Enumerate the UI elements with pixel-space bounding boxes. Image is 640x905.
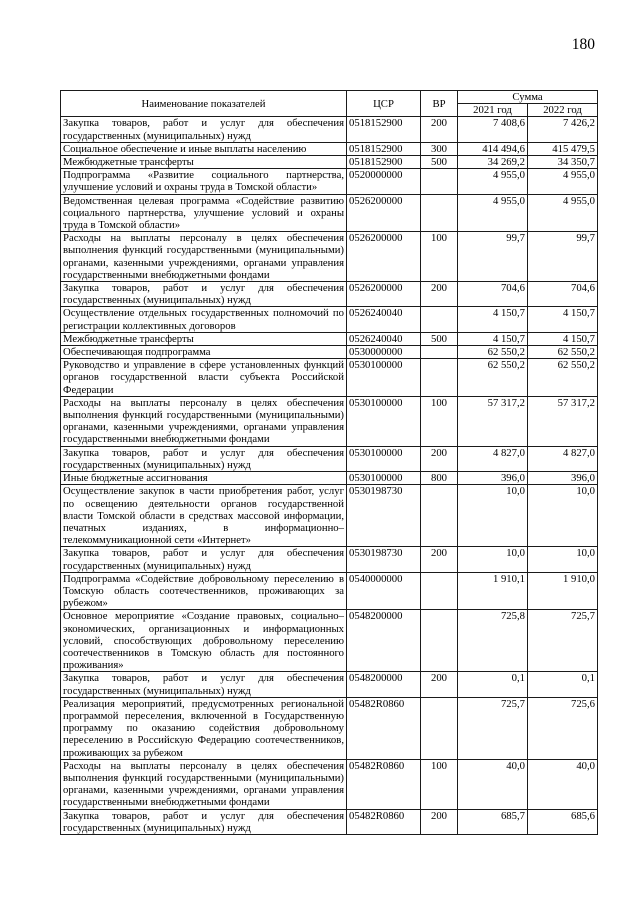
row-sum-2022-cell: 725,6 — [528, 697, 598, 759]
table-row — [61, 332, 598, 345]
row-sum-2021-cell: 4 150,7 — [458, 332, 528, 345]
row-vr-cell: 100 — [421, 232, 458, 282]
row-name-line: Подпрограмма «Развитие социального партнерства, — [63, 169, 344, 182]
row-csr-cell: 0530198730 — [347, 485, 421, 547]
row-name-line: выполнения функций государственными (муниципальными) — [63, 771, 344, 784]
table-row — [61, 346, 598, 359]
row-csr-cell: 0518152900 — [347, 142, 421, 155]
row-csr-cell: 0526200000 — [347, 194, 421, 232]
row-name-line: государственных (муниципальных) нужд — [63, 684, 251, 697]
table-row — [61, 282, 598, 307]
row-csr-cell: 05482R0860 — [347, 697, 421, 759]
row-name-line: Федерации — [63, 383, 114, 396]
row-csr-cell: 0526200000 — [347, 232, 421, 282]
row-name-line: власти Томской области в средствах массовой информации, — [63, 509, 344, 522]
row-sum-2021-cell: 704,6 — [458, 282, 528, 307]
row-name-line: Обеспечивающая подпрограмма — [63, 346, 211, 359]
header-vr: ВР — [421, 91, 458, 117]
row-sum-2022-cell: 34 350,7 — [528, 156, 598, 169]
row-sum-2021-cell: 4 150,7 — [458, 307, 528, 332]
row-csr-cell: 0518152900 — [347, 156, 421, 169]
row-name-line: проживания» — [63, 659, 124, 672]
row-name-line: государственными внебюджетными фондами — [63, 796, 270, 809]
row-name-line: Межбюджетные трансферты — [63, 332, 194, 345]
header-name: Наименование показателей — [61, 91, 347, 117]
table-row — [61, 485, 598, 547]
table-row — [61, 809, 598, 834]
table-header — [61, 91, 598, 117]
row-sum-2022-cell: 40,0 — [528, 759, 598, 809]
row-name-line: Реализация мероприятий, предусмотренных региональной — [63, 697, 344, 710]
row-name-cell — [61, 485, 347, 547]
row-sum-2021-cell: 62 550,2 — [458, 346, 528, 359]
row-sum-2022-cell: 685,6 — [528, 809, 598, 834]
row-vr-cell — [421, 485, 458, 547]
row-name-line: Закупка товаров, работ и услуг для обеспечения — [63, 117, 344, 130]
row-sum-2021-cell: 725,8 — [458, 610, 528, 672]
row-vr-cell: 100 — [421, 759, 458, 809]
row-csr-cell: 0530100000 — [347, 446, 421, 471]
table-row — [61, 697, 598, 759]
row-name-cell — [61, 547, 347, 572]
row-sum-2021-cell: 10,0 — [458, 547, 528, 572]
table-row — [61, 396, 598, 446]
row-vr-cell: 500 — [421, 156, 458, 169]
table-body — [61, 117, 598, 835]
row-name-line: выполнения функций государственными (муниципальными) — [63, 244, 344, 257]
row-sum-2022-cell: 7 426,2 — [528, 117, 598, 142]
row-sum-2022-cell: 62 550,2 — [528, 346, 598, 359]
row-vr-cell — [421, 346, 458, 359]
row-vr-cell — [421, 169, 458, 194]
row-name-line: государственных (муниципальных) нужд — [63, 294, 251, 307]
row-csr-cell: 0526240040 — [347, 332, 421, 345]
table-row — [61, 232, 598, 282]
row-name-line: Осуществление закупок в части приобретения работ, услуг — [63, 485, 344, 498]
row-sum-2022-cell: 0,1 — [528, 672, 598, 697]
table-row — [61, 142, 598, 155]
row-sum-2021-cell: 396,0 — [458, 472, 528, 485]
row-name-cell — [61, 232, 347, 282]
table-row — [61, 194, 598, 232]
row-name-cell — [61, 156, 347, 169]
row-name-cell — [61, 572, 347, 610]
row-csr-cell: 0530000000 — [347, 346, 421, 359]
row-sum-2022-cell: 4 150,7 — [528, 307, 598, 332]
row-name-cell — [61, 672, 347, 697]
row-name-line: Расходы на выплаты персоналу в целях обеспечения — [63, 396, 344, 409]
row-name-cell — [61, 117, 347, 142]
row-name-line: Закупка товаров, работ и услуг для обеспечения — [63, 809, 344, 822]
row-csr-cell: 0526240040 — [347, 307, 421, 332]
table-row — [61, 610, 598, 672]
row-name-line: улучшение условий и охраны труда в Томской области» — [63, 181, 318, 194]
row-csr-cell: 0548200000 — [347, 672, 421, 697]
row-name-cell — [61, 697, 347, 759]
row-sum-2022-cell: 415 479,5 — [528, 142, 598, 155]
row-sum-2022-cell: 57 317,2 — [528, 396, 598, 446]
row-csr-cell: 0526200000 — [347, 282, 421, 307]
row-csr-cell: 0518152900 — [347, 117, 421, 142]
row-name-cell — [61, 759, 347, 809]
row-name-line: регистрации коллективных договоров — [63, 319, 236, 332]
row-vr-cell: 200 — [421, 547, 458, 572]
row-vr-cell: 800 — [421, 472, 458, 485]
row-sum-2021-cell: 7 408,6 — [458, 117, 528, 142]
row-vr-cell: 500 — [421, 332, 458, 345]
row-vr-cell — [421, 307, 458, 332]
row-csr-cell: 0530100000 — [347, 396, 421, 446]
row-sum-2021-cell: 99,7 — [458, 232, 528, 282]
header-year-2021: 2021 год — [458, 104, 528, 117]
row-name-line: Ведомственная целевая программа «Содействие развитию — [63, 194, 344, 207]
table-row — [61, 307, 598, 332]
row-sum-2022-cell: 4 150,7 — [528, 332, 598, 345]
table-row — [61, 446, 598, 471]
row-name-cell — [61, 307, 347, 332]
row-name-cell — [61, 396, 347, 446]
row-name-cell — [61, 809, 347, 834]
row-sum-2021-cell: 0,1 — [458, 672, 528, 697]
row-sum-2021-cell: 57 317,2 — [458, 396, 528, 446]
header-year-2022: 2022 год — [528, 104, 598, 117]
row-name-line: Осуществление отдельных государственных полномочий по — [63, 307, 344, 320]
row-name-line: государственных (муниципальных) нужд — [63, 559, 251, 572]
row-vr-cell — [421, 697, 458, 759]
header-row — [61, 91, 598, 104]
row-csr-cell: 0548200000 — [347, 610, 421, 672]
row-csr-cell: 0530198730 — [347, 547, 421, 572]
row-name-line: переселению в Российскую Федерацию соотечественников, — [63, 734, 344, 747]
row-csr-cell: 05482R0860 — [347, 809, 421, 834]
row-name-line: программой переселения, включенной в Государственную — [63, 709, 344, 722]
row-vr-cell — [421, 572, 458, 610]
row-name-line: государственных (муниципальных) нужд — [63, 458, 251, 471]
row-csr-cell: 0530100000 — [347, 359, 421, 397]
row-name-line: Межбюджетные трансферты — [63, 156, 194, 169]
row-vr-cell — [421, 359, 458, 397]
row-sum-2022-cell: 1 910,0 — [528, 572, 598, 610]
row-name-line: Иные бюджетные ассигнования — [63, 472, 208, 485]
row-sum-2022-cell: 4 955,0 — [528, 169, 598, 194]
row-name-line: Руководство и управление в сфере установленных функций — [63, 359, 344, 372]
row-name-line: государственных (муниципальных) нужд — [63, 821, 251, 834]
row-name-line: Подпрограмма «Содействие добровольному переселению в — [63, 572, 344, 585]
row-name-line: Закупка товаров, работ и услуг для обеспечения — [63, 672, 344, 685]
row-sum-2022-cell: 62 550,2 — [528, 359, 598, 397]
table-row — [61, 156, 598, 169]
row-vr-cell: 200 — [421, 446, 458, 471]
row-name-cell — [61, 446, 347, 471]
row-name-cell — [61, 359, 347, 397]
row-sum-2021-cell: 4 955,0 — [458, 169, 528, 194]
table-row — [61, 359, 598, 397]
row-name-line: печатных изданиях, в информационно– — [63, 521, 344, 534]
row-sum-2021-cell: 414 494,6 — [458, 142, 528, 155]
row-sum-2022-cell: 10,0 — [528, 485, 598, 547]
row-name-cell — [61, 610, 347, 672]
row-sum-2022-cell: 704,6 — [528, 282, 598, 307]
row-name-line: телекоммуникационной сети «Интернет» — [63, 534, 252, 547]
row-name-cell — [61, 472, 347, 485]
row-csr-cell: 0530100000 — [347, 472, 421, 485]
table-row — [61, 572, 598, 610]
table-row — [61, 472, 598, 485]
table-row — [61, 759, 598, 809]
row-name-line: Томскую область соотечественников, проживающих за — [63, 584, 344, 597]
row-vr-cell: 100 — [421, 396, 458, 446]
row-vr-cell: 200 — [421, 809, 458, 834]
row-sum-2021-cell: 10,0 — [458, 485, 528, 547]
row-csr-cell: 0520000000 — [347, 169, 421, 194]
row-name-line: рубежом» — [63, 597, 108, 610]
row-name-line: государственных (муниципальных) нужд — [63, 129, 251, 142]
header-csr: ЦСР — [347, 91, 421, 117]
row-name-cell — [61, 332, 347, 345]
row-name-line: Социальное обеспечение и иные выплаты населению — [63, 142, 307, 155]
page-number: 180 — [571, 36, 595, 53]
row-name-line: органами, казенными учреждениями, органами управления — [63, 421, 344, 434]
row-sum-2021-cell: 725,7 — [458, 697, 528, 759]
table-row — [61, 672, 598, 697]
row-sum-2021-cell: 40,0 — [458, 759, 528, 809]
row-csr-cell: 05482R0860 — [347, 759, 421, 809]
row-name-line: Закупка товаров, работ и услуг для обеспечения — [63, 547, 344, 560]
row-name-line: органов государственной власти субъекта Российской — [63, 371, 344, 384]
row-name-line: Основное мероприятие «Создание правовых, социально– — [63, 610, 344, 623]
row-name-line: выполнения функций государственными (муниципальными) — [63, 409, 344, 422]
row-name-line: труда в Томской области» — [63, 219, 181, 232]
row-name-line: социального партнерства, улучшение условий и охраны — [63, 206, 344, 219]
row-name-cell — [61, 169, 347, 194]
row-sum-2022-cell: 10,0 — [528, 547, 598, 572]
row-vr-cell: 300 — [421, 142, 458, 155]
row-name-cell — [61, 142, 347, 155]
row-vr-cell: 200 — [421, 282, 458, 307]
table-row — [61, 169, 598, 194]
row-name-line: Закупка товаров, работ и услуг для обеспечения — [63, 446, 344, 459]
row-name-line: соотечественников в Томскую область для постоянного — [63, 646, 344, 659]
row-name-line: государственными внебюджетными фондами — [63, 433, 270, 446]
row-name-cell — [61, 194, 347, 232]
row-sum-2021-cell: 34 269,2 — [458, 156, 528, 169]
row-sum-2021-cell: 4 955,0 — [458, 194, 528, 232]
row-name-cell — [61, 346, 347, 359]
row-vr-cell: 200 — [421, 117, 458, 142]
row-sum-2022-cell: 4 827,0 — [528, 446, 598, 471]
row-name-line: условий, способствующих добровольному переселению — [63, 634, 344, 647]
row-vr-cell — [421, 610, 458, 672]
row-sum-2022-cell: 4 955,0 — [528, 194, 598, 232]
row-name-line: проживающих за рубежом — [63, 746, 183, 759]
row-name-line: Закупка товаров, работ и услуг для обеспечения — [63, 282, 344, 295]
row-csr-cell: 0540000000 — [347, 572, 421, 610]
row-vr-cell: 200 — [421, 672, 458, 697]
row-name-line: органами, казенными учреждениями, органами управления — [63, 256, 344, 269]
row-vr-cell — [421, 194, 458, 232]
row-name-cell — [61, 282, 347, 307]
row-name-line: экономических, организационных и информационных — [63, 622, 344, 635]
row-name-line: государственными внебюджетными фондами — [63, 268, 270, 281]
row-sum-2021-cell: 1 910,1 — [458, 572, 528, 610]
row-name-line: органами, казенными учреждениями, органами управления — [63, 784, 344, 797]
row-name-line: программу по оказанию содействия добровольному — [63, 722, 344, 735]
row-name-line: Расходы на выплаты персоналу в целях обеспечения — [63, 759, 344, 772]
header-sum: Сумма — [458, 91, 598, 104]
row-sum-2022-cell: 99,7 — [528, 232, 598, 282]
table-row — [61, 547, 598, 572]
table-row — [61, 117, 598, 142]
budget-table — [60, 90, 598, 835]
row-name-line: по освещению деятельности органов государственной — [63, 497, 344, 510]
row-name-line: Расходы на выплаты персоналу в целях обеспечения — [63, 232, 344, 245]
row-sum-2021-cell: 4 827,0 — [458, 446, 528, 471]
row-sum-2021-cell: 685,7 — [458, 809, 528, 834]
row-sum-2022-cell: 396,0 — [528, 472, 598, 485]
row-sum-2021-cell: 62 550,2 — [458, 359, 528, 397]
row-sum-2022-cell: 725,7 — [528, 610, 598, 672]
